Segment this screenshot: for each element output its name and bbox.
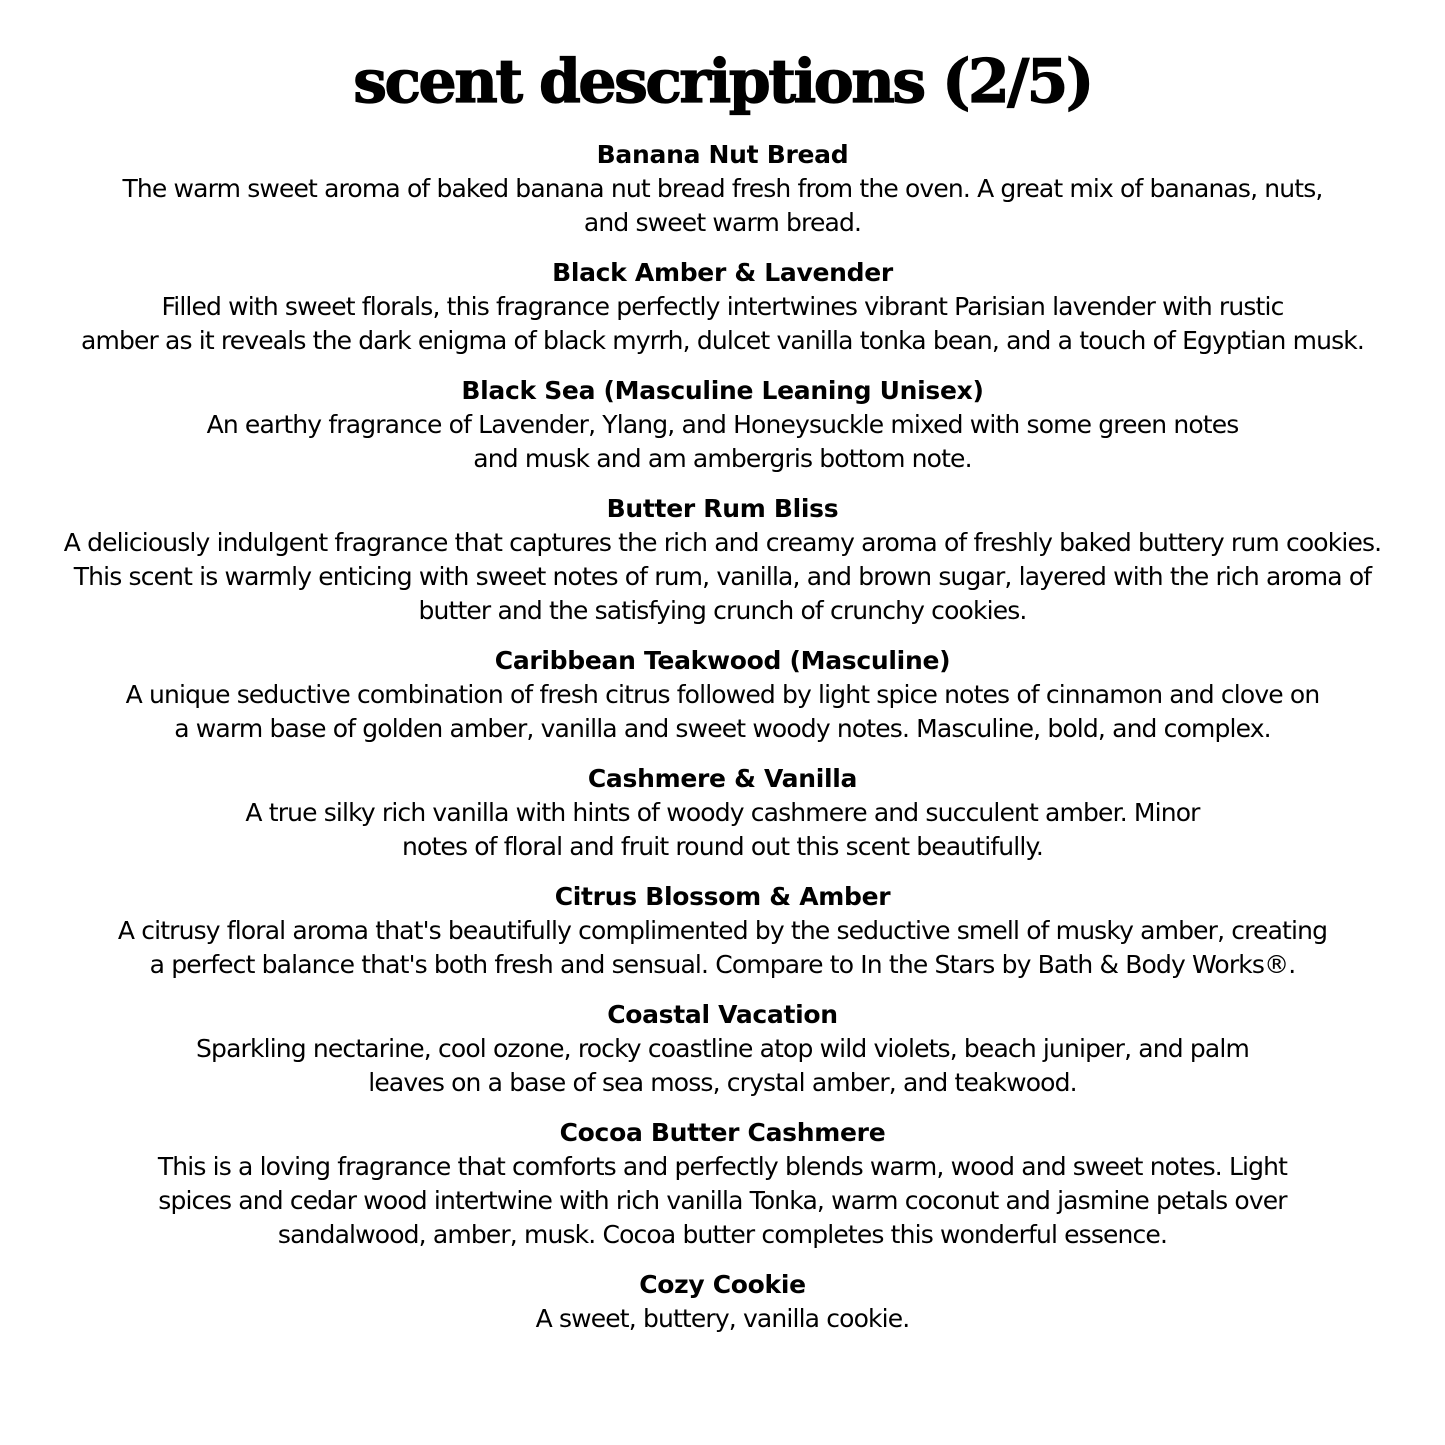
scent-item bbox=[2, 644, 1443, 746]
scent-description-line: This scent is warmly enticing with sweet notes of rum, vanilla, and brown sugar, layered with the rich aroma of bbox=[73, 562, 1372, 591]
scent-item bbox=[2, 1116, 1443, 1252]
scent-description-line: An earthy fragrance of Lavender, Ylang, and Honeysuckle mixed with some green notes bbox=[206, 410, 1239, 439]
scent-description-line: Filled with sweet florals, this fragrance perfectly intertwines vibrant Parisian lavender with rustic bbox=[161, 292, 1284, 321]
scent-description-line: leaves on a base of sea moss, crystal amber, and teakwood. bbox=[368, 1068, 1077, 1097]
scent-description-line: A citrusy floral aroma that's beautifully complimented by the seductive smell of musky amber, creating bbox=[117, 916, 1328, 945]
scent-name: Black Amber & Lavender bbox=[552, 258, 893, 287]
scent-item bbox=[2, 138, 1443, 240]
scent-item bbox=[2, 998, 1443, 1100]
scent-description-line: spices and cedar wood intertwine with rich vanilla Tonka, warm coconut and jasmine petals over bbox=[158, 1186, 1287, 1215]
scent-name: Cozy Cookie bbox=[639, 1270, 806, 1299]
scent-name: Cocoa Butter Cashmere bbox=[559, 1118, 886, 1147]
scent-item bbox=[2, 492, 1443, 628]
scent-description-line: This is a loving fragrance that comforts and perfectly blends warm, wood and sweet notes. Light bbox=[157, 1152, 1288, 1181]
scent-description-line: The warm sweet aroma of baked banana nut bread fresh from the oven. A great mix of bananas, nuts, bbox=[122, 174, 1323, 203]
scent-description-line: butter and the satisfying crunch of crunchy cookies. bbox=[418, 596, 1027, 625]
scent-description-line: Sparkling nectarine, cool ozone, rocky coastline atop wild violets, beach juniper, and palm bbox=[196, 1034, 1249, 1063]
scent-item bbox=[2, 880, 1443, 982]
scent-description-line: a perfect balance that's both fresh and sensual. Compare to In the Stars by Bath & Body Works®. bbox=[149, 950, 1296, 979]
scent-item bbox=[2, 762, 1443, 864]
scent-item bbox=[2, 374, 1443, 476]
scent-description-line: sandalwood, amber, musk. Cocoa butter completes this wonderful essence. bbox=[277, 1220, 1168, 1249]
scent-description-line: and sweet warm bread. bbox=[583, 208, 862, 237]
scent-name: Coastal Vacation bbox=[607, 1000, 838, 1029]
scent-description-line: A sweet, buttery, vanilla cookie. bbox=[535, 1304, 910, 1333]
scent-name: Cashmere & Vanilla bbox=[587, 764, 858, 793]
scent-item bbox=[2, 1268, 1443, 1336]
page-title: scent descriptions (2/5) bbox=[353, 47, 1092, 117]
scent-description-line: and musk and am ambergris bottom note. bbox=[473, 444, 972, 473]
scent-name: Butter Rum Bliss bbox=[606, 494, 839, 523]
scent-description-line: a warm base of golden amber, vanilla and sweet woody notes. Masculine, bold, and complex. bbox=[174, 714, 1271, 743]
scent-description-line: amber as it reveals the dark enigma of black myrrh, dulcet vanilla tonka bean, and a touch of Egyptian musk. bbox=[80, 326, 1365, 355]
scent-name: Caribbean Teakwood (Masculine) bbox=[494, 646, 951, 675]
scent-name: Citrus Blossom & Amber bbox=[554, 882, 891, 911]
scent-description-line: A true silky rich vanilla with hints of woody cashmere and succulent amber. Minor bbox=[245, 798, 1200, 827]
scent-item bbox=[2, 256, 1443, 358]
scent-list bbox=[0, 138, 1445, 1336]
scent-description-line: notes of floral and fruit round out this scent beautifully. bbox=[402, 832, 1043, 861]
scent-name: Banana Nut Bread bbox=[596, 140, 849, 169]
scent-description-line: A deliciously indulgent fragrance that captures the rich and creamy aroma of freshly baked buttery rum cookies. bbox=[63, 528, 1382, 557]
scent-description-line: A unique seductive combination of fresh citrus followed by light spice notes of cinnamon and clove on bbox=[125, 680, 1320, 709]
scent-name: Black Sea (Masculine Leaning Unisex) bbox=[461, 376, 984, 405]
